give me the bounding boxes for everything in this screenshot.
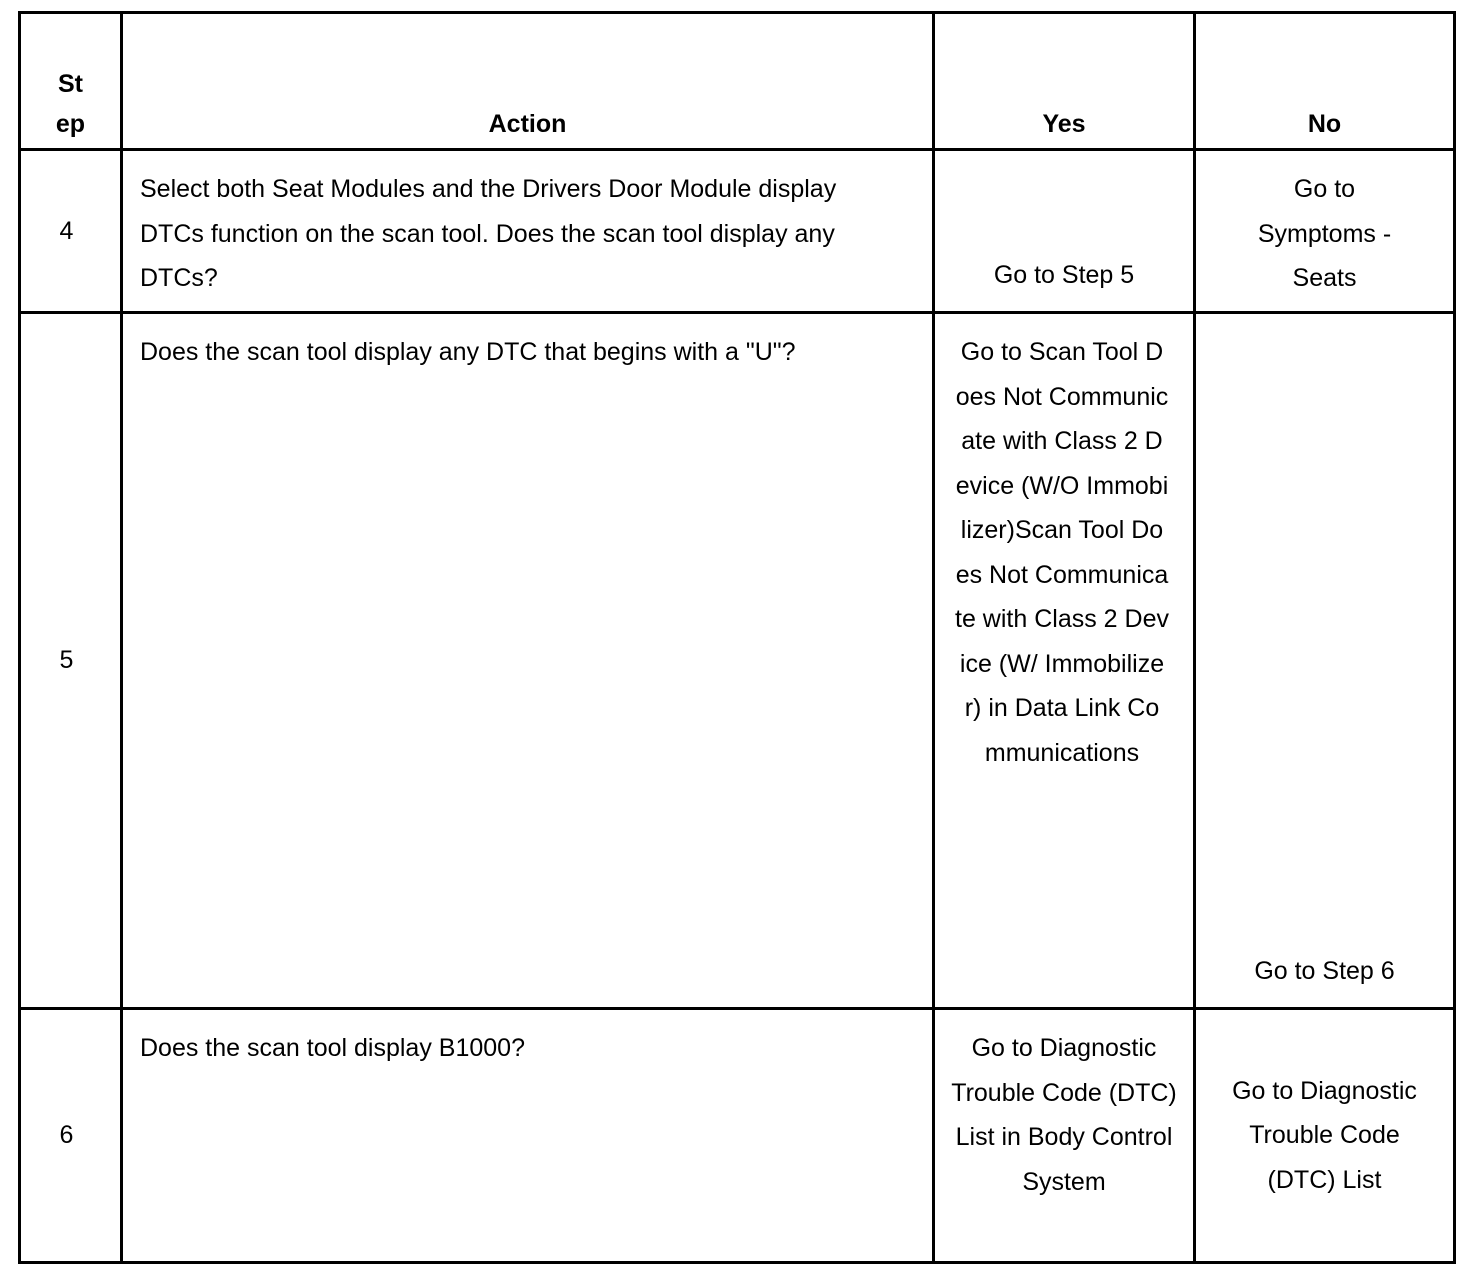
action-text: Does the scan tool display any DTC that begins with a "U"?	[122, 313, 934, 1009]
header-no: No	[1195, 13, 1455, 150]
step-number: 5	[20, 313, 122, 1009]
header-action: Action	[122, 13, 934, 150]
yes-result: Go to Scan Tool Does Not Communicate with Class 2 Device (W/O Immobilizer)Scan Tool Does Not Communicate with Class 2 Device (W/ Immobilizer) in Data Link Communications	[934, 313, 1195, 1009]
no-result: Go to Diagnostic Trouble Code (DTC) List	[1195, 1009, 1455, 1263]
step-number: 6	[20, 1009, 122, 1263]
header-step	[20, 13, 122, 150]
table-header-row	[20, 13, 1455, 150]
table-row	[20, 313, 1455, 1009]
action-text: Does the scan tool display B1000?	[122, 1009, 934, 1263]
yes-result: Go to Diagnostic Trouble Code (DTC) List in Body Control System	[934, 1009, 1195, 1263]
no-result: Go to Symptoms - Seats	[1195, 150, 1455, 313]
header-step-label: Step	[55, 70, 86, 138]
table-row	[20, 150, 1455, 313]
action-text: Select both Seat Modules and the Drivers Door Module display DTCs function on the scan tool. Does the scan tool display any DTCs?	[122, 150, 934, 313]
header-yes: Yes	[934, 13, 1195, 150]
table-row	[20, 1009, 1455, 1263]
step-number: 4	[20, 150, 122, 313]
diagnostic-table	[18, 11, 1456, 1264]
no-result: Go to Step 6	[1195, 313, 1455, 1009]
yes-result: Go to Step 5	[934, 150, 1195, 313]
